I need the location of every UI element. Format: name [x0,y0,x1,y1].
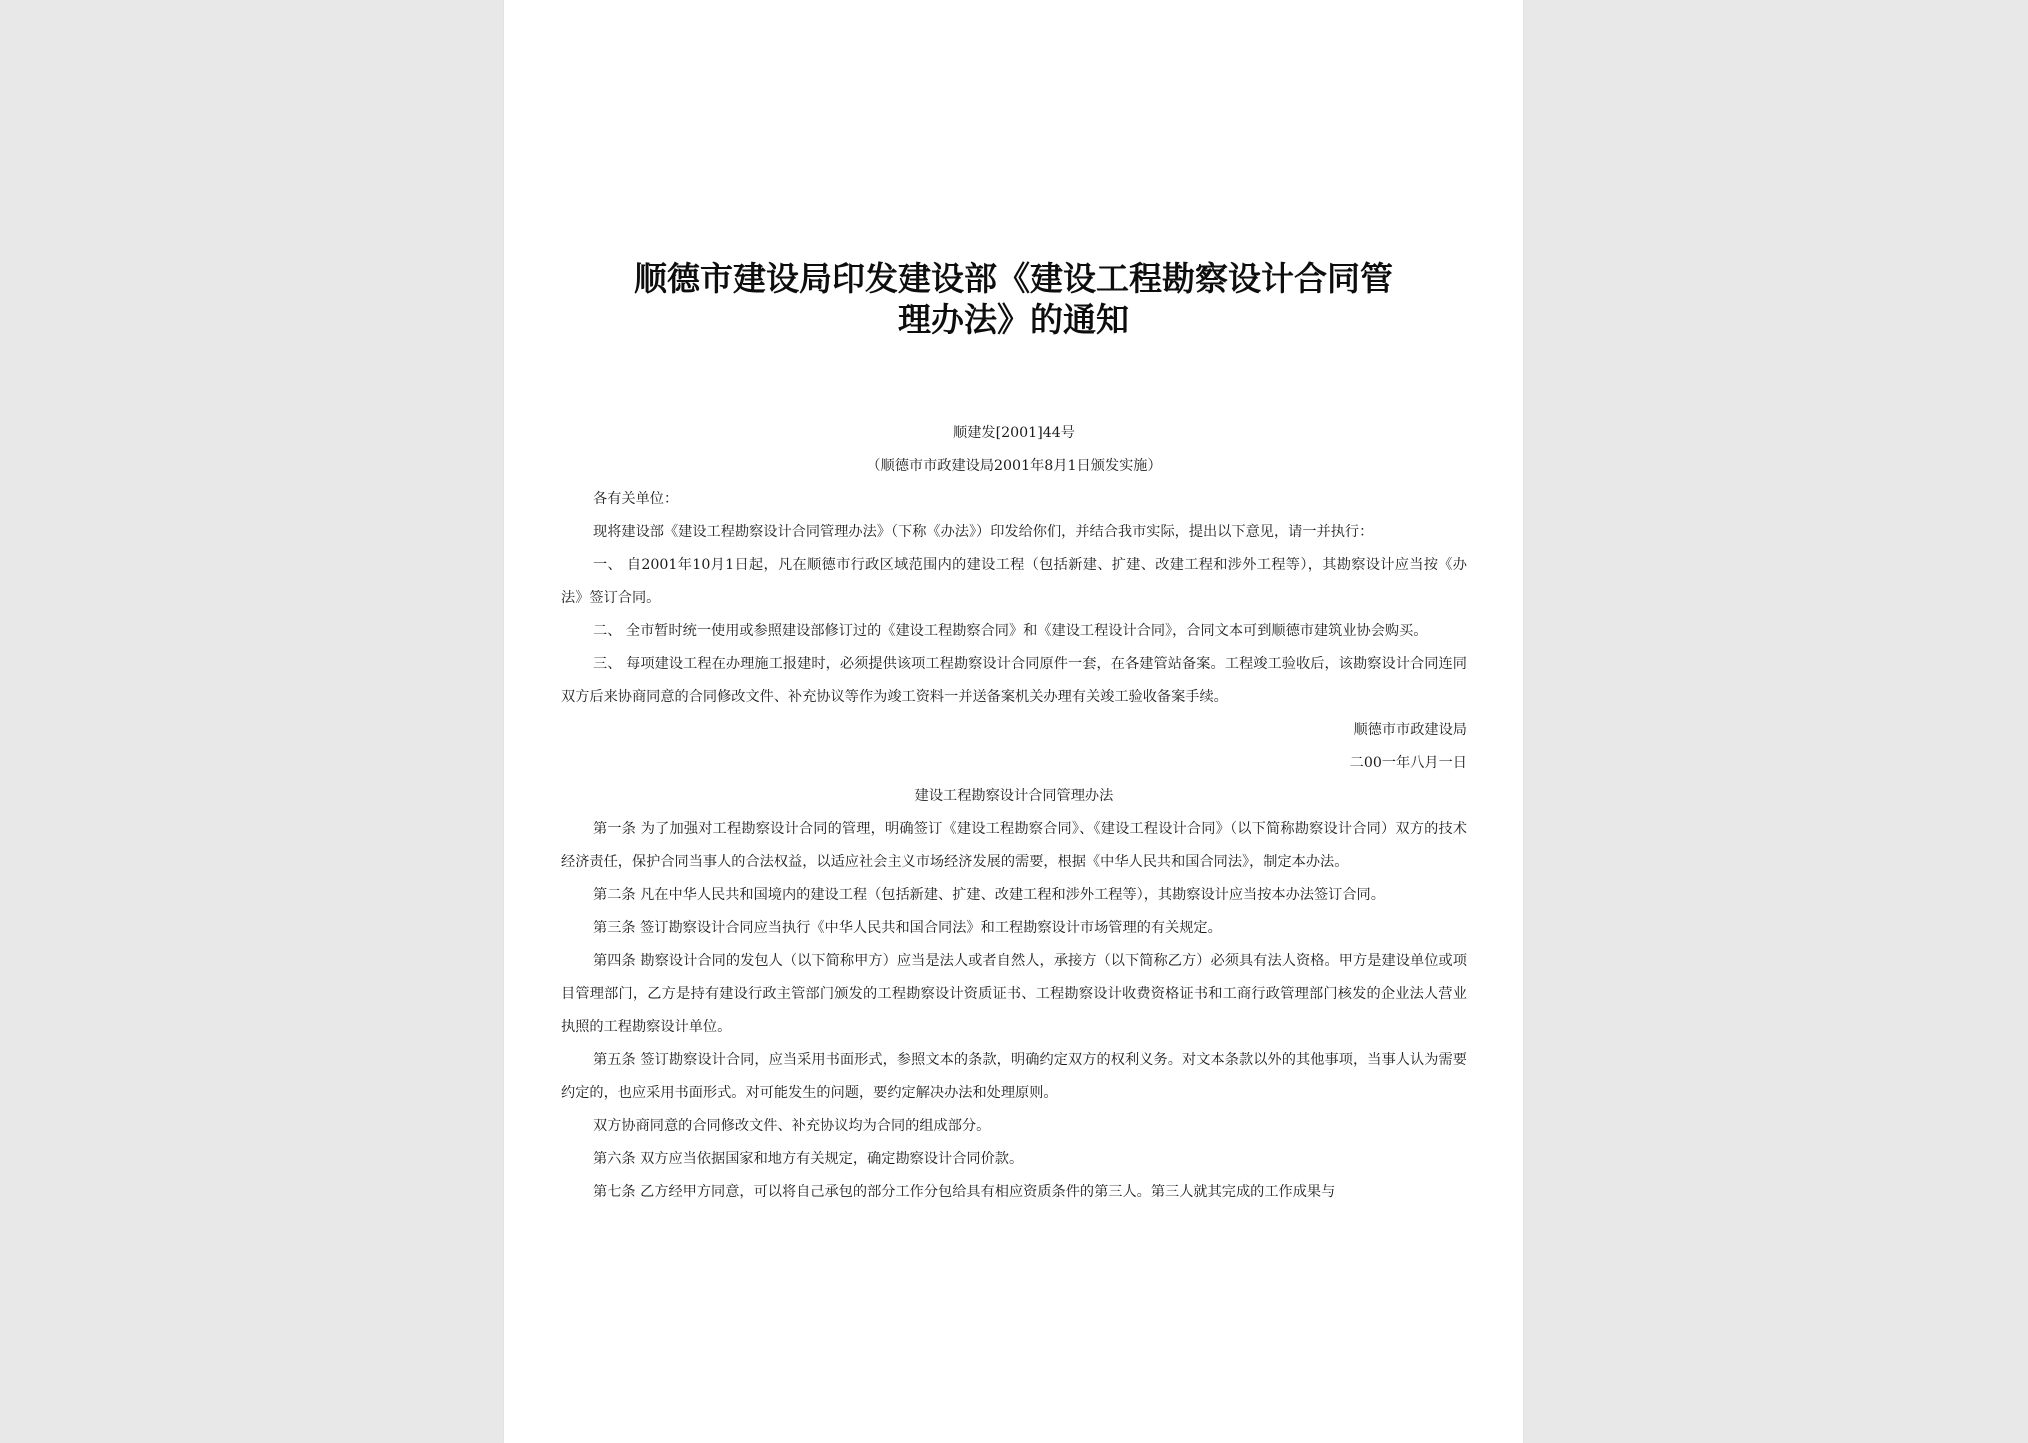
article-5-supplement: 双方协商同意的合同修改文件、补充协议均为合同的组成部分。 [593,1118,991,1134]
title-line-1: 顺德市建设局印发建设部《建设工程勘察设计合同管 [634,259,1393,298]
item-1: 一、 自2001年10月1日起，凡在顺德市行政区域范围内的建设工程（包括新建、扩建、改建工程和涉外工程等），其勘察设计应当按《办法》签订合同。 [561,557,1467,606]
salutation: 各有关单位： [593,491,679,507]
item-3: 三、 每项建设工程在办理施工报建时，必须提供该项工程勘察设计合同原件一套，在各建管站备案。工程竣工验收后，该勘察设计合同连同双方后来协商同意的合同修改文件、补充协议等作为竣工资料一并送备案机关办理有关竣工验收备案手续。 [561,656,1467,705]
article-5: 第五条 签订勘察设计合同，应当采用书面形式，参照文本的条款，明确约定双方的权利义务。对文本条款以外的其他事项，当事人认为需要约定的，也应采用书面形式。对可能发生的问题，要约定解决办法和处理原则。 [561,1052,1467,1101]
signer: 顺德市市政建设局 [1353,722,1467,738]
article-4: 第四条 勘察设计合同的发包人（以下简称甲方）应当是法人或者自然人，承接方（以下简称乙方）必须具有法人资格。甲方是建设单位或项目管理部门，乙方是持有建设行政主管部门颁发的工程勘察设计资质证书、工程勘察设计收费资格证书和工商行政管理部门核发的企业法人营业执照的工程勘察设计单位。 [561,953,1467,1035]
article-7: 第七条 乙方经甲方同意，可以将自己承包的部分工作分包给具有相应资质条件的第三人。第三人就其完成的工作成果与 [593,1184,1336,1200]
doc-number: 顺建发[2001]44号 [953,425,1075,441]
article-3: 第三条 签订勘察设计合同应当执行《中华人民共和国合同法》和工程勘察设计市场管理的有关规定。 [593,920,1222,936]
article-6: 第六条 双方应当依据国家和地方有关规定，确定勘察设计合同价款。 [593,1151,1024,1167]
article-2: 第二条 凡在中华人民共和国境内的建设工程（包括新建、扩建、改建工程和涉外工程等），其勘察设计应当按本办法签订合同。 [593,887,1385,903]
sign-date: 二00一年八月一日 [1349,755,1467,771]
annex-title: 建设工程勘察设计合同管理办法 [914,788,1114,804]
issued-by-note: （顺德市市政建设局2001年8月1日颁发实施） [866,458,1162,474]
article-1: 第一条 为了加强对工程勘察设计合同的管理，明确签订《建设工程勘察合同》、《建设工程设计合同》（以下简称勘察设计合同）双方的技术经济责任，保护合同当事人的合法权益，以适应社会主义市场经济发展的需要，根据《中华人民共和国合同法》，制定本办法。 [561,821,1467,870]
item-2: 二、 全市暂时统一使用或参照建设部修订过的《建设工程勘察合同》和《建设工程设计合同》，合同文本可到顺德市建筑业协会购买。 [593,623,1428,639]
title-line-2: 理办法》的通知 [898,300,1129,339]
intro-paragraph: 现将建设部《建设工程勘察设计合同管理办法》（下称《办法》）印发给你们，并结合我市实际，提出以下意见，请一并执行： [593,524,1374,540]
document-page [504,0,1523,1443]
document-title [544,258,1483,340]
document-body [561,417,1467,1209]
